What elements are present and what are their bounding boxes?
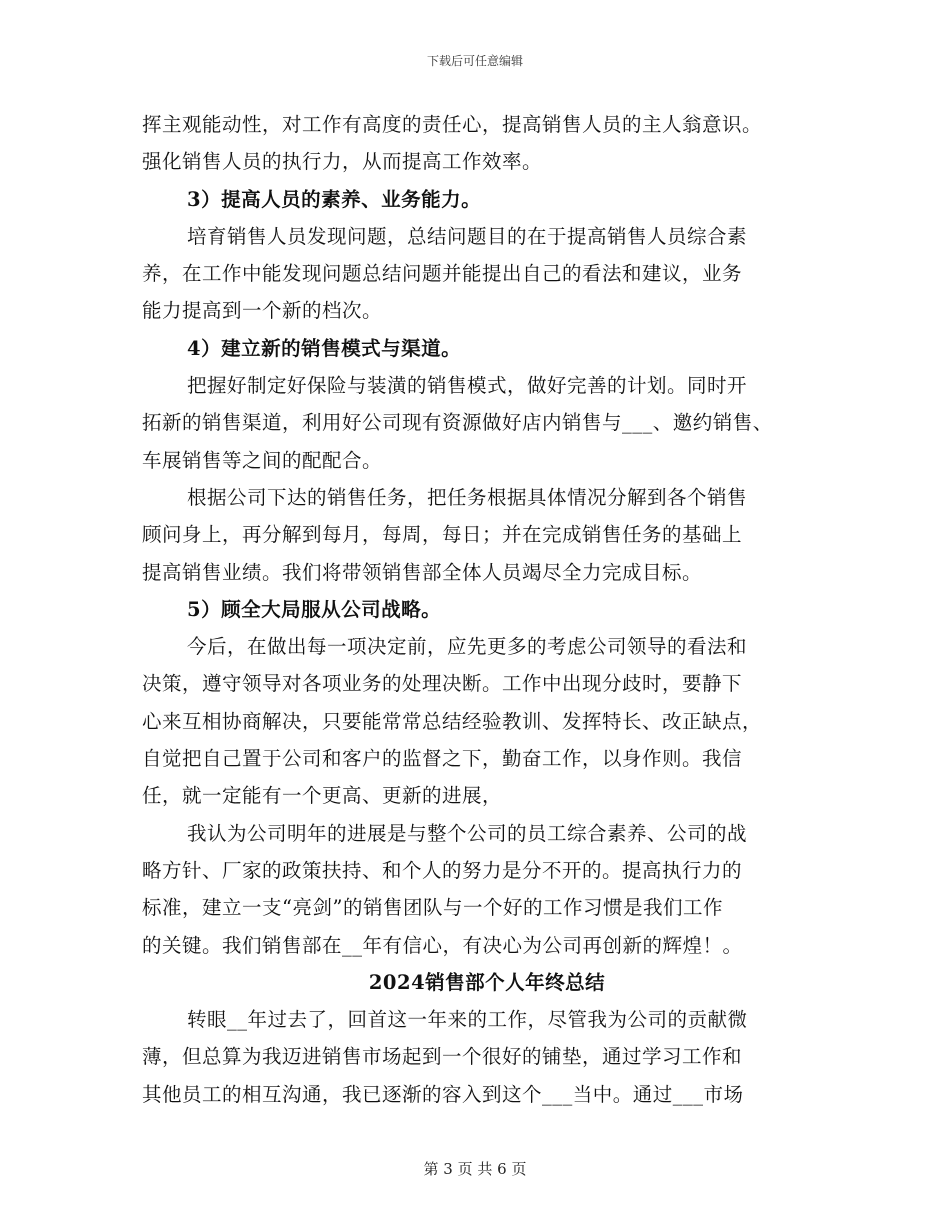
body-line: 心来互相协商解决，只要能常常总结经验教训、发挥特长、改正缺点，: [142, 709, 763, 733]
body-line: 任，就一定能有一个更高、更新的进展，: [142, 784, 503, 808]
page-footer: 第 3 页 共 6 页: [423, 1160, 527, 1178]
body-line: 标准，建立一支“亮剑”的销售团队与一个好的工作习惯是我们工作: [142, 896, 723, 920]
body-line: 培育销售人员发现问题，总结问题目的在于提高销售人员综合素: [187, 224, 748, 248]
body-line: 提高销售业绩。我们将带领销售部全体人员竭尽全力完成目标。: [142, 560, 703, 584]
body-line: 把握好制定好保险与装潢的销售模式，做好完善的计划。同时开: [187, 374, 748, 398]
body-line: 今后，在做出每一项决定前，应先更多的考虑公司领导的看法和: [187, 635, 748, 659]
body-line: 车展销售等之间的配配合。: [142, 448, 383, 472]
document-body: [142, 106, 832, 1113]
section-heading: 3）提高人员的素养、业务能力。: [187, 187, 482, 211]
body-line: 略方针、厂家的政策扶持、和个人的努力是分不开的。提高执行力的: [142, 858, 743, 882]
body-line: 顾问身上，再分解到每月，每周，每日；并在完成销售任务的基础上: [142, 523, 743, 547]
body-line: 拓新的销售渠道，利用好公司现有资源做好店内销售与___、邀约销售、: [142, 411, 773, 435]
body-line: 根据公司下达的销售任务，把任务根据具体情况分解到各个销售: [187, 485, 748, 509]
body-line: 转眼__年过去了，回首这一年来的工作，尽管我为公司的贡献微: [187, 1008, 748, 1032]
body-line: 决策，遵守领导对各项业务的处理决断。工作中出现分歧时，要静下: [142, 672, 743, 696]
body-line: 自觉把自己置于公司和客户的监督之下，勤奋工作，以身作则。我信: [142, 747, 743, 771]
body-line: 我认为公司明年的进展是与整个公司的员工综合素养、公司的战: [187, 821, 748, 845]
page-header: 下载后可任意编辑: [426, 54, 523, 68]
section-heading: 4）建立新的销售模式与渠道。: [187, 336, 462, 360]
body-line: 其他员工的相互沟通，我已逐渐的容入到这个___当中。通过___市场: [142, 1082, 744, 1106]
body-line: 薄，但总算为我迈进销售市场起到一个很好的铺垫，通过学习工作和: [142, 1045, 743, 1069]
document-title: 2024销售部个人年终总结: [368, 970, 606, 994]
body-line: 强化销售人员的执行力，从而提高工作效率。: [142, 150, 543, 174]
body-line: 能力提高到一个新的档次。: [142, 299, 383, 323]
body-line: 挥主观能动性，对工作有高度的责任心，提高销售人员的主人翁意识。: [142, 113, 763, 136]
body-line: 的关键。我们销售部在__年有信心，有决心为公司再创新的辉煌！。: [142, 933, 743, 957]
section-heading: 5）顾全大局服从公司战略。: [187, 597, 442, 621]
body-line: 养，在工作中能发现问题总结问题并能提出自己的看法和建议，业务: [142, 262, 743, 286]
